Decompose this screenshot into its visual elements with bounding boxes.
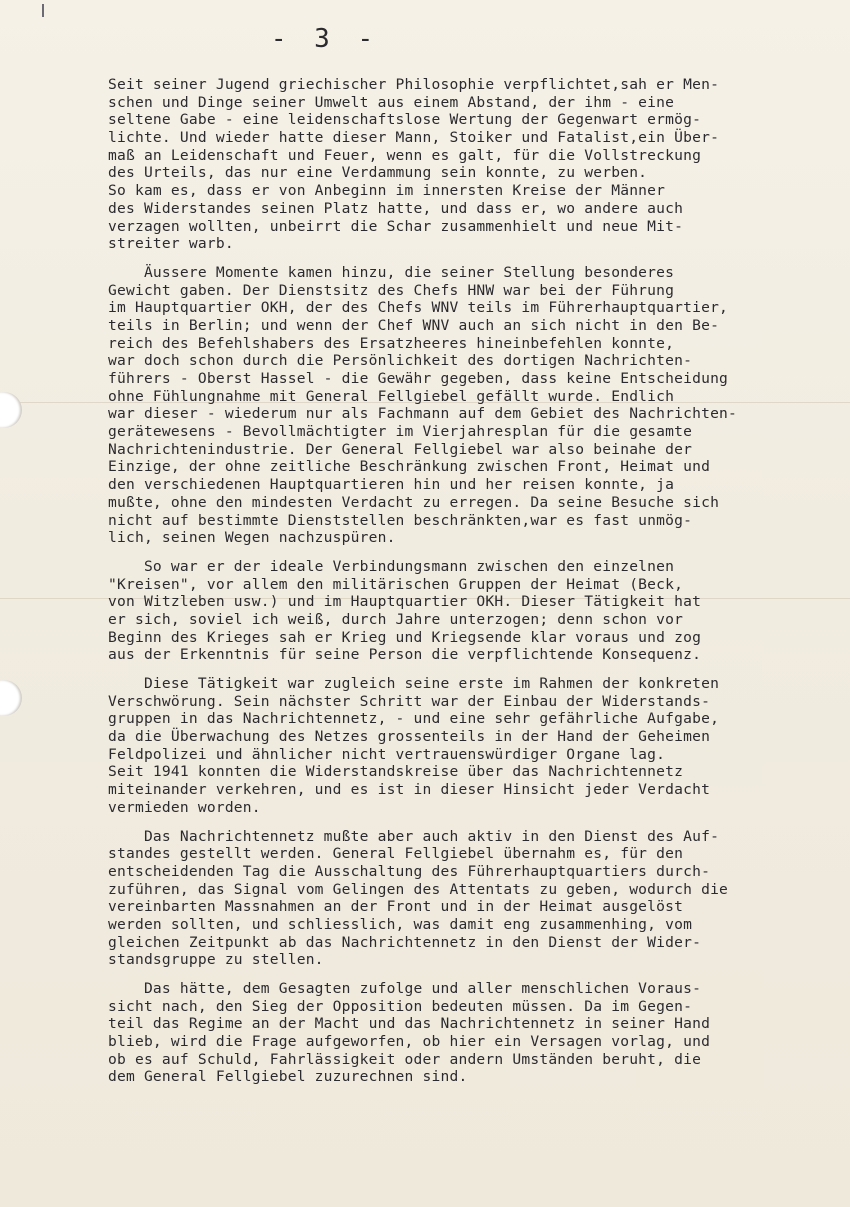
text-line: Diese Tätigkeit war zugleich seine erste im Rahmen der konkreten <box>108 675 720 692</box>
text-line: Das hätte, dem Gesagten zufolge und aller menschlichen Voraus- <box>108 980 702 997</box>
text-line: gleichen Zeitpunkt ab das Nachrichtennetz in den Dienst der Wider- <box>108 933 702 951</box>
text-line: lichte. Und wieder hatte dieser Mann, Stoiker und Fatalist,ein Über- <box>108 129 720 147</box>
text-line: teils in Berlin; und wenn der Chef WNV auch an sich nicht in den Be- <box>108 316 720 334</box>
punch-hole <box>0 392 22 428</box>
text-line: reich des Befehlshabers des Ersatzheeres hineinbefehlen konnte, <box>108 334 675 352</box>
text-line: standsgruppe zu stellen. <box>108 951 324 969</box>
text-line: Seit 1941 konnten die Widerstandskreise über das Nachrichtennetz <box>108 763 684 781</box>
page-number: - 3 - <box>270 24 380 54</box>
text-line: dem General Fellgiebel zuzurechnen sind. <box>108 1068 468 1086</box>
text-line: So kam es, dass er von Anbeginn im innersten Kreise der Männer <box>108 182 666 200</box>
text-line: seltene Gabe - eine leidenschaftslose Wertung der Gegenwart ermög- <box>108 111 702 129</box>
text-line: ohne Fühlungnahme mit General Fellgiebel gefällt wurde. Endlich <box>108 387 675 405</box>
text-line: führers - Oberst Hassel - die Gewähr gegeben, dass keine Entscheidung <box>108 370 729 387</box>
text-line: standes gestellt werden. General Fellgiebel übernahm es, für den <box>108 845 684 863</box>
text-line: vermieden worden. <box>108 798 261 816</box>
text-line: Beginn des Krieges sah er Krieg und Kriegsende klar voraus und zog <box>108 628 702 646</box>
text-line: mußte, ohne den mindesten Verdacht zu erregen. Da seine Besuche sich <box>108 493 720 511</box>
text-line: er sich, soviel ich weiß, durch Jahre unterzogen; denn schon vor <box>108 610 684 628</box>
text-line: entscheidenden Tag die Ausschaltung des Führerhauptquartiers durch- <box>108 862 711 880</box>
text-line: Feldpolizei und ähnlicher nicht vertrauenswürdiger Organe lag. <box>108 745 666 763</box>
text-line: des Widerstandes seinen Platz hatte, und dass er, wo andere auch <box>108 199 684 217</box>
text-line: von Witzleben usw.) und im Hauptquartier OKH. Dieser Tätigkeit hat <box>108 593 702 611</box>
text-line: aus der Erkenntnis für seine Person die verpflichtende Konsequenz. <box>108 646 702 664</box>
punch-hole <box>0 680 22 716</box>
paragraph <box>108 828 843 970</box>
text-line: Einzige, der ohne zeitliche Beschränkung zwischen Front, Heimat und <box>108 458 711 476</box>
text-line: war dieser - wiederum nur als Fachmann auf dem Gebiet des Nachrichten- <box>108 405 738 423</box>
text-line: streiter warb. <box>108 235 234 253</box>
text-line: Seit seiner Jugend griechischer Philosophie verpflichtet,sah er Men- <box>108 76 720 93</box>
text-line: verzagen wollten, unbeirrt die Schar zusammenhielt und neue Mit- <box>108 217 684 235</box>
text-line: schen und Dinge seiner Umwelt aus einem Abstand, der ihm - eine <box>108 93 675 111</box>
text-line: miteinander verkehren, und es ist in dieser Hinsicht jeder Verdacht <box>108 781 711 799</box>
text-line: sicht nach, den Sieg der Opposition bedeuten müssen. Da im Gegen- <box>108 997 693 1015</box>
document-body <box>108 76 843 1097</box>
text-line: Gewicht gaben. Der Dienstsitz des Chefs HNW war bei der Führung <box>108 281 675 299</box>
text-line: maß an Leidenschaft und Feuer, wenn es galt, für die Vollstreckung <box>108 146 702 164</box>
margin-pencil-mark <box>42 4 44 17</box>
text-line: Nachrichtenindustrie. Der General Fellgiebel war also beinahe der <box>108 440 693 458</box>
text-line: ob es auf Schuld, Fahrlässigkeit oder andern Umständen beruht, die <box>108 1050 702 1068</box>
paragraph <box>108 675 843 817</box>
text-line: zuführen, das Signal vom Gelingen des Attentats zu geben, wodurch die <box>108 880 729 898</box>
text-line: "Kreisen", vor allem den militärischen Gruppen der Heimat (Beck, <box>108 575 684 593</box>
text-line: des Urteils, das nur eine Verdammung sein konnte, zu werben. <box>108 164 648 182</box>
text-line: da die Überwachung des Netzes grossenteils in der Hand der Geheimen <box>108 728 711 746</box>
text-line: werden sollten, und schliesslich, was damit eng zusammenhing, vom <box>108 915 693 933</box>
paragraph <box>108 558 843 664</box>
text-line: den verschiedenen Hauptquartieren hin und her reisen konnte, ja <box>108 476 675 494</box>
text-line: nicht auf bestimmte Dienststellen beschränkten,war es fast unmög- <box>108 511 693 529</box>
paragraph <box>108 980 843 1086</box>
text-line: Äussere Momente kamen hinzu, die seiner Stellung besonderes <box>108 263 675 281</box>
text-line: Verschwörung. Sein nächster Schritt war der Einbau der Widerstands- <box>108 692 711 710</box>
text-line: lich, seinen Wegen nachzuspüren. <box>108 529 396 547</box>
text-line: im Hauptquartier OKH, der des Chefs WNV teils im Führerhauptquartier, <box>108 299 729 317</box>
text-line: Das Nachrichtennetz mußte aber auch aktiv in den Dienst des Auf- <box>108 827 720 845</box>
text-line: gruppen in das Nachrichtennetz, - und eine sehr gefährliche Aufgabe, <box>108 710 720 728</box>
paragraph <box>108 76 843 253</box>
text-line: gerätewesens - Bevollmächtigter im Vierjahresplan für die gesamte <box>108 423 693 441</box>
text-line: vereinbarten Massnahmen an der Front und in der Heimat ausgelöst <box>108 898 684 916</box>
text-line: teil das Regime an der Macht und das Nachrichtennetz in seiner Hand <box>108 1015 711 1033</box>
paragraph <box>108 264 843 547</box>
text-line: blieb, wird die Frage aufgeworfen, ob hier ein Versagen vorlag, und <box>108 1033 711 1051</box>
text-line: war doch schon durch die Persönlichkeit des dortigen Nachrichten- <box>108 352 693 370</box>
text-line: So war er der ideale Verbindungsmann zwischen den einzelnen <box>108 557 675 575</box>
